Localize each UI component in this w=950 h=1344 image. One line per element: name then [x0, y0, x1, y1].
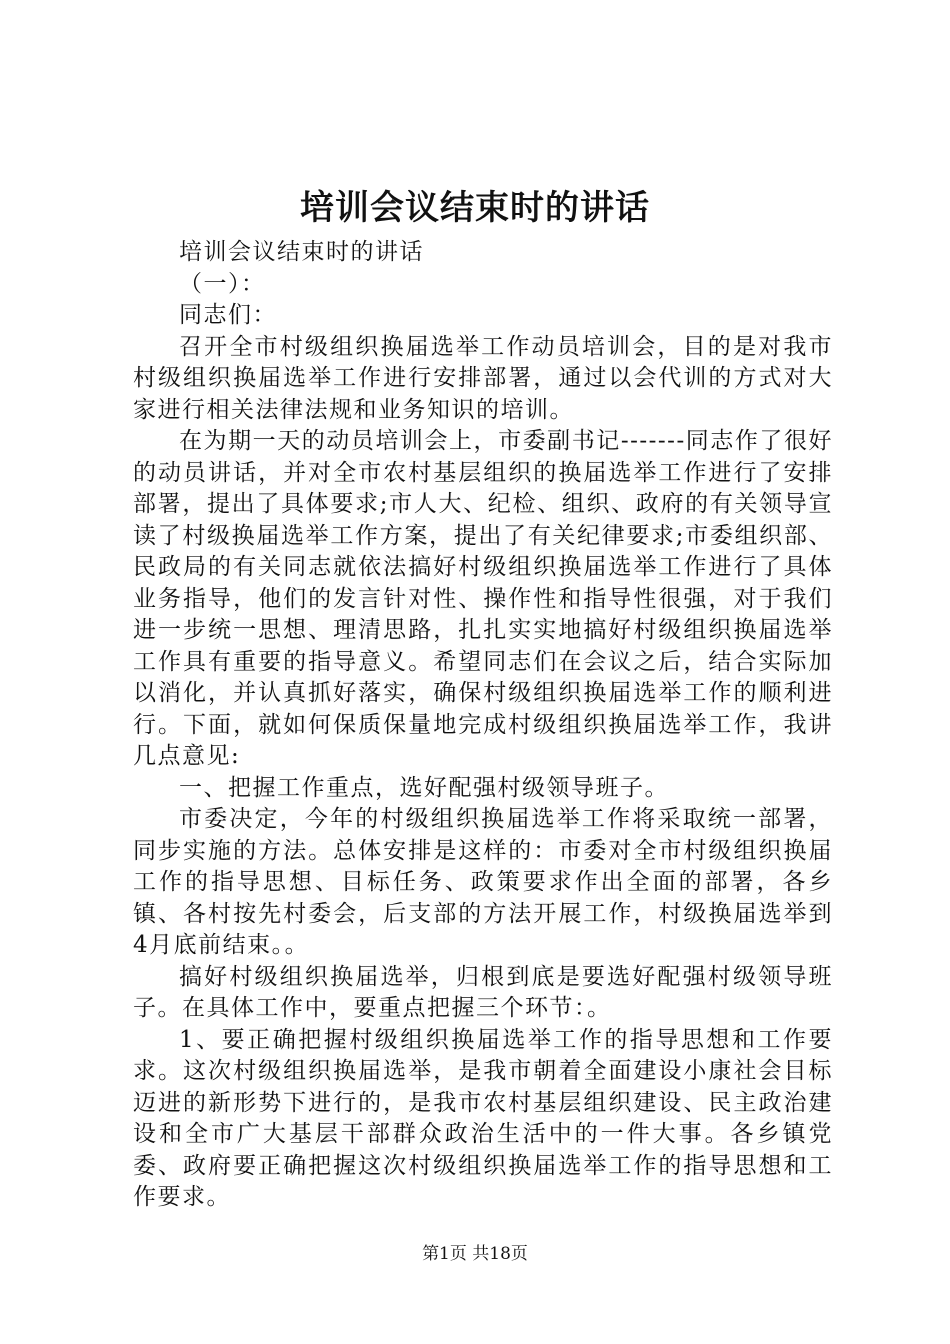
section-heading: 一、把握工作重点，选好配强村级领导班子。	[179, 774, 669, 801]
page-footer: 第1页 共18页	[422, 1244, 528, 1264]
salutation: 同志们：	[179, 302, 277, 328]
body-paragraph: 市委决定，今年的村级组织换届选举工作将采取统一部署，同步实施的方法。总体安排是这样的：市委对全市村级组织换届工作的指导思想、目标任务、政策要求作出全面的部署，各乡镇、各村按先村委会，后支部的方法开展工作，村级换届选举到4月底前结束。。	[133, 806, 833, 958]
subtitle-paragraph: 培训会议结束时的讲话	[179, 239, 424, 265]
body-paragraph: 召开全市村级组织换届选举工作动员培训会，目的是对我市村级组织换届选举工作进行安排部署，通过以会代训的方式对大家进行相关法律法规和业务知识的培训。	[133, 333, 833, 423]
body-paragraph: 搞好村级组织换届选举，归根到底是要选好配强村级领导班子。在具体工作中，要重点把握三个环节：。	[133, 963, 833, 1021]
document-body	[133, 237, 833, 1214]
section-marker: （一）：	[179, 270, 266, 297]
body-paragraph: 在为期一天的动员培训会上，市委副书记-------同志作了很好的动员讲话，并对全市农村基层组织的换届选举工作进行了安排部署，提出了具体要求;市人大、纪检、组织、政府的有关领导宣读了村级换届选举工作方案，提出了有关纪律要求;市委组织部、民政局的有关同志就依法搞好村级组织换届选举工作进行了具体业务指导，他们的发言针对性、操作性和指导性很强，对于我们进一步统一思想、理清思路，扎扎实实地搞好村级组织换届选举工作具有重要的指导意义。希望同志们在会议之后，结合实际加以消化，并认真抓好落实，确保村级组织换届选举工作的顺利进行。下面，就如何保质保量地完成村级组织换届选举工作，我讲几点意见:	[133, 428, 833, 769]
body-paragraph: 1、要正确把握村级组织换届选举工作的指导思想和工作要求。这次村级组织换届选举，是我市朝着全面建设小康社会目标迈进的新形势下进行的，是我市农村基层组织建设、民主政治建设和全市广大基层干部群众政治生活中的一件大事。各乡镇党委、政府要正确把握这次村级组织换届选举工作的指导思想和工作要求。	[133, 1026, 833, 1210]
document-title: 培训会议结束时的讲话	[300, 188, 650, 228]
